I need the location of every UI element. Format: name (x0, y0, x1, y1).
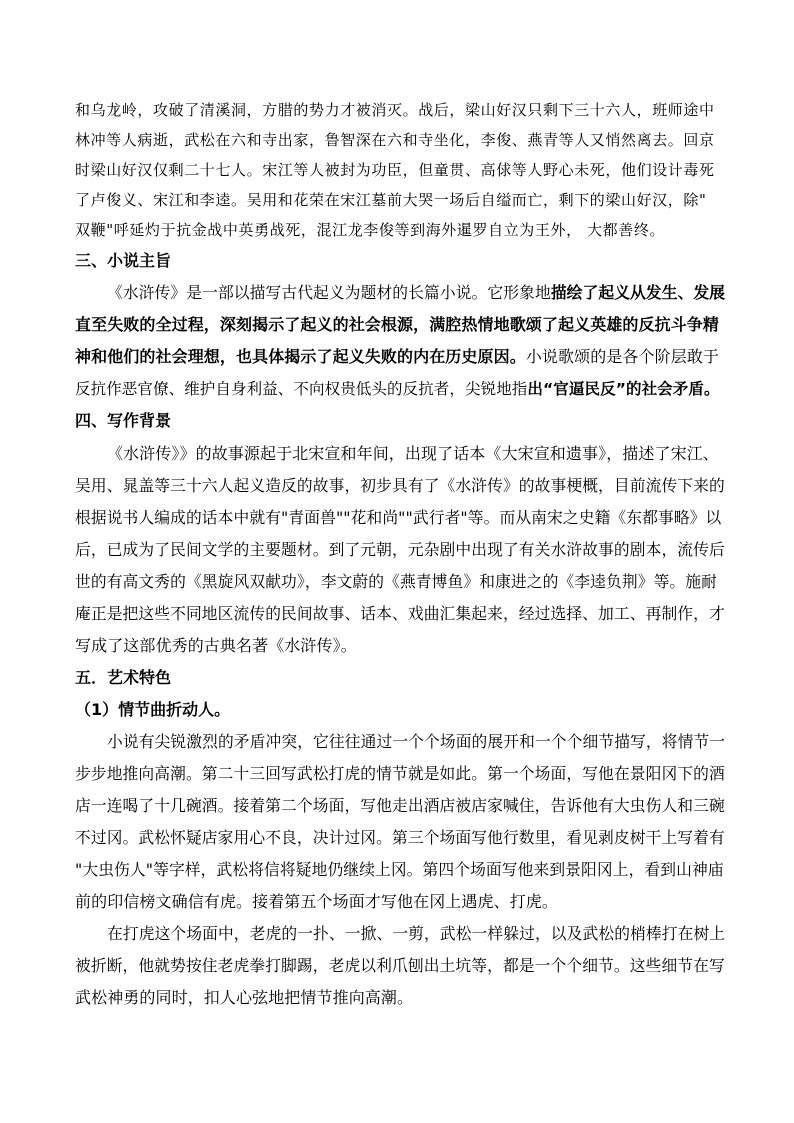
section4-line-1: 《水浒传》》的故事源起于北宋宣和年间，出现了话本《大宋宣和遗事》，描述了宋江、 (107, 444, 719, 463)
section3-heading: 三、小说主旨 (75, 251, 172, 270)
section4-line-2: 吴用、晁盖等三十六人起义造反的故事，初步具有了《水浒传》的故事梗概，目前流传下来的 (75, 476, 725, 495)
section3-line-4 (75, 379, 725, 399)
section4-heading: 四、写作背景 (75, 411, 172, 430)
section3-line-1a: 《水浒传》是一部以描写古代起义为题材的长篇小说。它形象地 (107, 283, 551, 302)
intro-line-3: 时梁山好汉仅剩二十七人。宋江等人被封为功臣，但童贯、高俅等人野心未死，他们设计毒死 (75, 161, 715, 179)
section4-line-4: 后，已成为了民间文学的主要题材。到了元朝，元杂剧中出现了有关水浒故事的剧本，流传后 (75, 540, 725, 559)
section3-line-3b: 小说歌颂的是各个阶层敢于 (525, 347, 720, 366)
section3-line-3a: 神和他们的社会理想，也具体揭示了起义失败的内在历史原因。 (75, 347, 526, 366)
section3-line-2: 直至失败的全过程，深刻揭示了起义的社会根源，满腔热情地歌颂了起义英雄的反抗斗争精 (75, 315, 720, 334)
section5-para1-line-2: 步步地推向高潮。第二十三回写武松打虎的情节就是如此。第一个场面，写他在景阳冈下的酒 (75, 764, 725, 783)
intro-line-5: 双鞭"呼延灼于抗金战中英勇战死，混江龙李俊等到海外暹罗自立为王外， 大都善终。 (75, 221, 666, 239)
section3-line-3 (75, 347, 725, 367)
section5-para1-line-3: 店一连喝了十几碗酒。接着第二个场面，写他走出酒店被店家喊住，告诉他有大虫伤人和三碗 (75, 796, 725, 815)
intro-line-4: 了卢俊义、宋江和李逵。吴用和花荣在宋江墓前大哭一场后自缢而亡，剩下的梁山好汉，除" (75, 191, 707, 209)
section5-para1-line-6: 前的印信榜文确信有虎。接着第五个场面才写他在冈上遇虎、打虎。 (75, 892, 559, 911)
intro-line-2: 林冲等人病逝，武松在六和寺出家，鲁智深在六和寺坐化，李俊、燕青等人又悄然离去。回京 (75, 131, 715, 149)
intro-line-1: 和乌龙岭，攻破了清溪洞，方腊的势力才被消灭。战后，梁山好汉只剩下三十六人，班师途中 (75, 101, 715, 119)
section3-line-1 (107, 283, 727, 303)
section5-para2-line-3: 武松神勇的同时，扣人心弦地把情节推向高潮。 (75, 988, 414, 1007)
section5-para1-line-5: "大虫伤人"等字样，武松将信将疑地仍继续上冈。第四个场面写他来到景阳冈上，看到山神庙 (75, 860, 724, 879)
section5-para2-line-2: 被折断，他就势按住老虎拳打脚踢，老虎以利爪刨出土坑等，都是一个个细节。这些细节在写 (75, 956, 725, 975)
section4-line-6: 庵正是把这些不同地区流传的民间故事、话本、戏曲汇集起来，经过选择、加工、再制作，才 (75, 604, 725, 623)
section3-line-4a: 反抗作恶官僚、维护自身利益、不向权贵低头的反抗者，尖锐地指 (75, 380, 528, 398)
section5-heading: 五．艺术特色 (75, 668, 172, 687)
section3-line-1b: 描绘了起义从发生、发展 (550, 283, 726, 302)
section4-line-5: 世的有高文秀的《黑旋风双献功》，李文蔚的《燕青博鱼》和康进之的《李逵负荆》等。施耐 (75, 572, 717, 591)
section5-para2-line-1: 在打虎这个场面中，老虎的一扑、一掀、一剪，武松一样躲过，以及武松的梢棒打在树上 (107, 924, 726, 943)
section4-line-7: 写成了这部优秀的古典名著《水浒传》。 (75, 636, 357, 655)
section3-line-4b: 出“官逼民反”的社会矛盾。 (527, 380, 720, 398)
section5-subheading-1: （1）情节曲折动人。 (75, 700, 231, 719)
section4-line-3: 根据说书人编成的话本中就有"青面兽""花和尚""武行者"等。而从南宋之史籍《东都事略》以 (75, 508, 722, 527)
section5-para1-line-4: 不过冈。武松怀疑店家用心不良，决计过冈。第三个场面写他行数里，看见剥皮树干上写着有 (75, 828, 725, 847)
section5-para1-line-1: 小说有尖锐激烈的矛盾冲突，它往往通过一个个场面的展开和一个个细节描写，将情节一 (107, 732, 726, 751)
